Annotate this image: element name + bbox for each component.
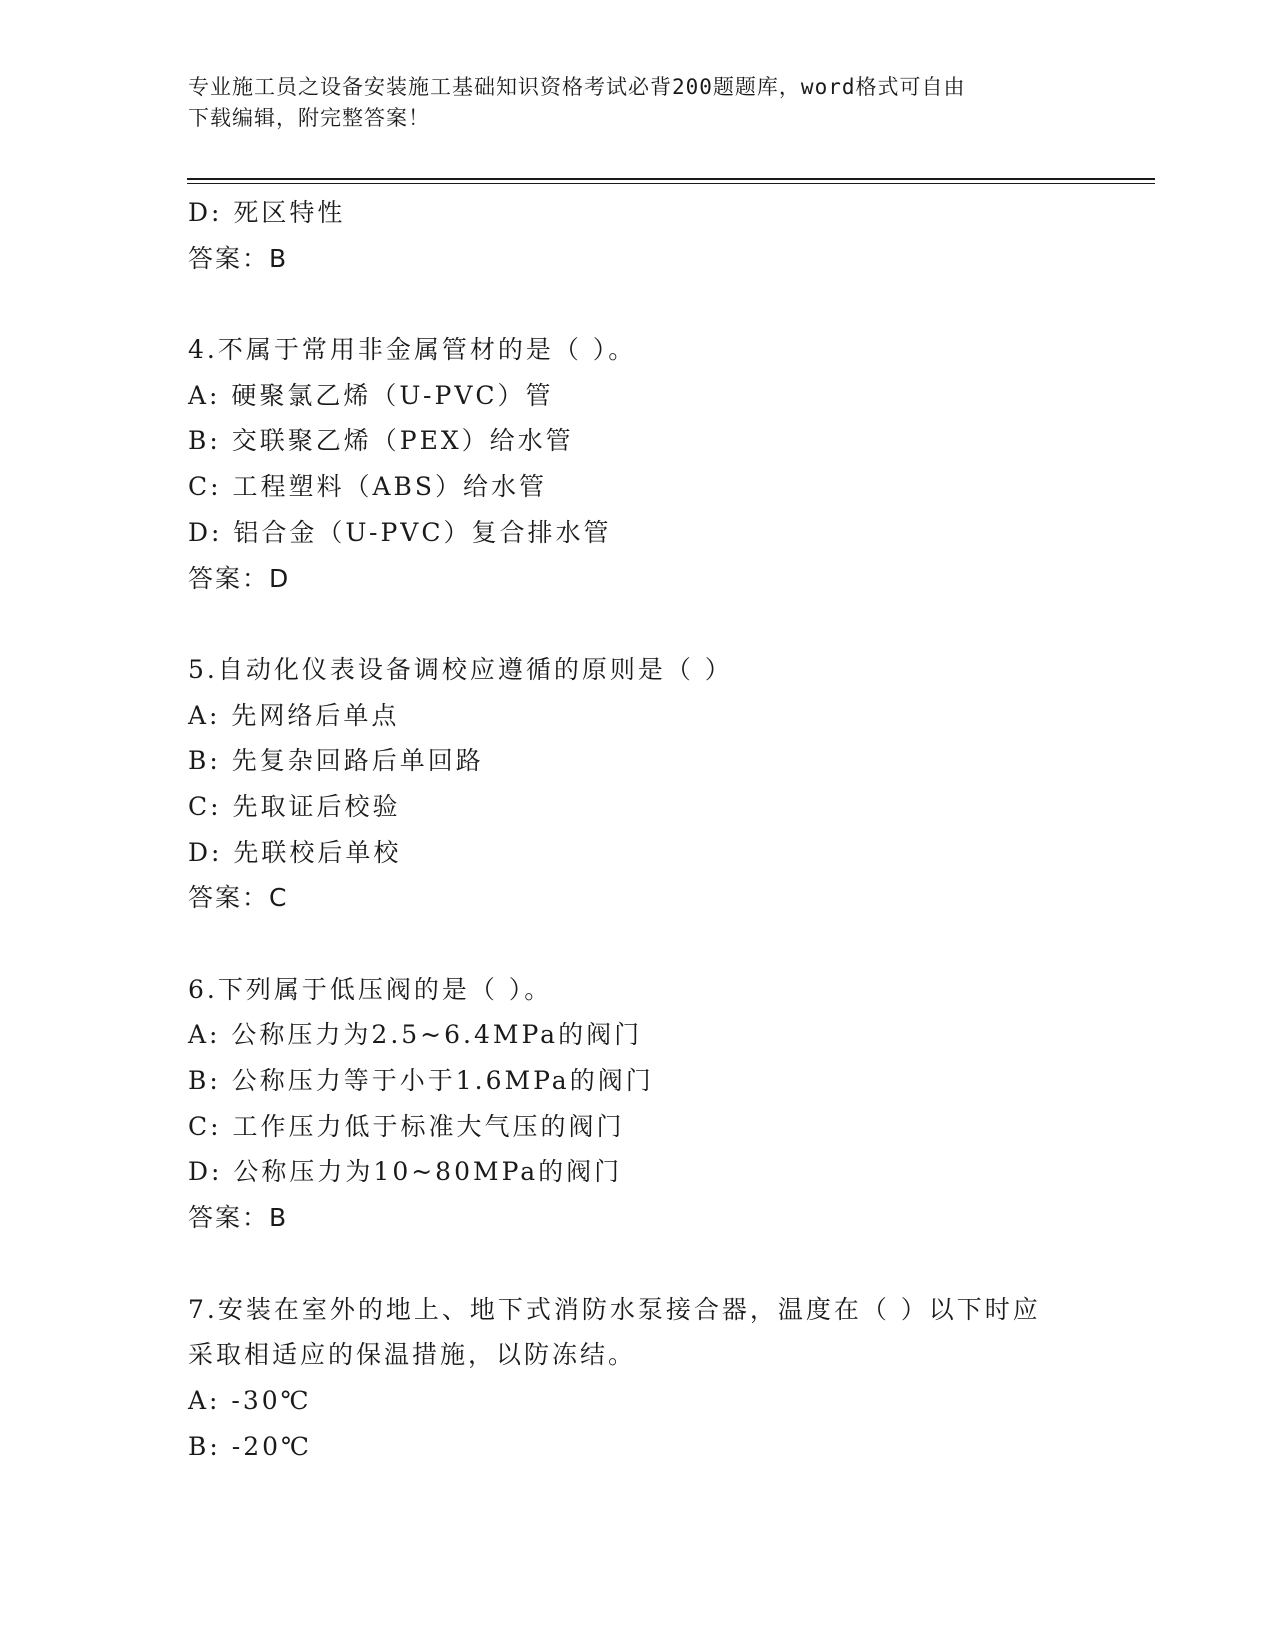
question-stem-line-2: 采取相适应的保温措施，以防冻结。 [188, 1340, 637, 1370]
document-header [188, 72, 1068, 134]
option-c: C: 工程塑料（ABS）给水管 [188, 472, 548, 502]
prev-question-option-d: D: 死区特性 [188, 198, 346, 227]
option-d: D: 公称压力为10~80MPa的阀门 [188, 1157, 623, 1187]
spacer [188, 1241, 1088, 1287]
header-line-2: 下载编辑，附完整答案！ [188, 106, 430, 130]
spacer [188, 921, 1088, 967]
option-c: C: 工作压力低于标准大气压的阀门 [188, 1111, 625, 1141]
option-d: D: 先联校后单校 [188, 837, 402, 867]
question-stem: 6.下列属于低压阀的是（ ）。 [188, 974, 553, 1004]
option-b: B: 交联聚乙烯（PEX）给水管 [188, 426, 574, 456]
option-b: B: -20℃ [188, 1431, 312, 1461]
question-6 [188, 967, 1088, 1241]
header-divider-thin [187, 183, 1155, 184]
prev-question-answer: 答案：B [188, 243, 289, 273]
option-a: A: -30℃ [188, 1385, 312, 1415]
question-stem: 5.自动化仪表设备调校应遵循的原则是（ ） [188, 654, 733, 684]
question-4 [188, 327, 1088, 601]
header-line-1: 专业施工员之设备安装施工基础知识资格考试必背200题题库，word格式可自由 [188, 75, 966, 99]
answer: 答案：D [188, 563, 291, 593]
option-a: A: 先网络后单点 [188, 700, 400, 730]
option-c: C: 先取证后校验 [188, 791, 401, 821]
spacer [188, 281, 1088, 327]
question-5 [188, 647, 1088, 921]
option-a: A: 公称压力为2.5~6.4MPa的阀门 [188, 1020, 643, 1050]
option-b: B: 先复杂回路后单回路 [188, 746, 484, 776]
option-b: B: 公称压力等于小于1.6MPa的阀门 [188, 1066, 654, 1096]
question-stem-line-1: 7.安装在室外的地上、地下式消防水泵接合器，温度在（ ）以下时应 [188, 1294, 1041, 1324]
answer: 答案：C [188, 883, 289, 913]
option-a: A: 硬聚氯乙烯（U-PVC）管 [188, 380, 554, 410]
question-stem: 4.不属于常用非金属管材的是（ ）。 [188, 335, 637, 365]
question-list [188, 190, 1088, 1469]
answer: 答案：B [188, 1203, 289, 1233]
option-d: D: 铝合金（U-PVC）复合排水管 [188, 517, 612, 547]
header-divider-thick [187, 178, 1155, 180]
spacer [188, 601, 1088, 647]
question-7 [188, 1287, 1088, 1470]
